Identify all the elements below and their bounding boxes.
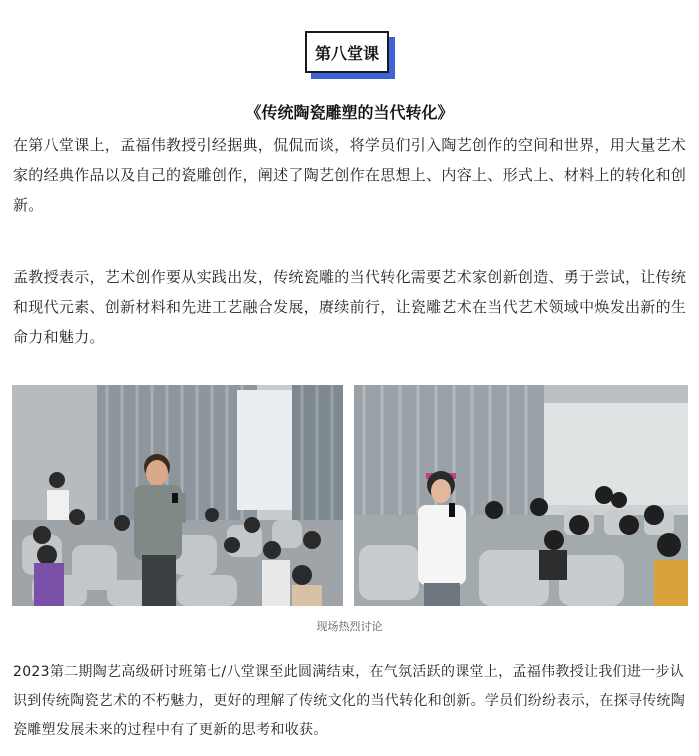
- closing-paragraph: 2023第二期陶艺高级研讨班第七/八堂课至此圆满结束，在气氛活跃的课堂上，孟福伟教授让我们进一步认识到传统陶瓷艺术的不朽魅力，更好的理解了传统文化的当代转化和创新。学员们纷纷表示，在探寻传统陶瓷雕塑发展未来的过程中有了更新的思考和收获。: [13, 664, 686, 738]
- section-badge: [305, 31, 389, 73]
- statement-paragraph: 孟教授表示，艺术创作要从实践出发，传统瓷雕的当代转化需要艺术家创新创造、勇于尝试，让传统和现代元素、创新材料和先进工艺融合发展，赓续前行，让瓷雕艺术在当代艺术领域中焕发出新的生命力和魅力。: [13, 268, 687, 346]
- photo-classroom-student: [354, 385, 688, 606]
- photo-classroom-speaker: [12, 385, 343, 606]
- badge-label: 第八堂课: [305, 31, 389, 73]
- lecture-title: 《传统陶瓷雕塑的当代转化》: [245, 103, 454, 122]
- intro-paragraph: 在第八堂课上，孟福伟教授引经据典，侃侃而谈，将学员们引入陶艺创作的空间和世界，用大量艺术家的经典作品以及自己的瓷雕创作，阐述了陶艺创作在思想上、内容上、形式上、材料上的转化和创新。: [13, 136, 687, 214]
- photo-caption: 现场热烈讨论: [316, 620, 383, 633]
